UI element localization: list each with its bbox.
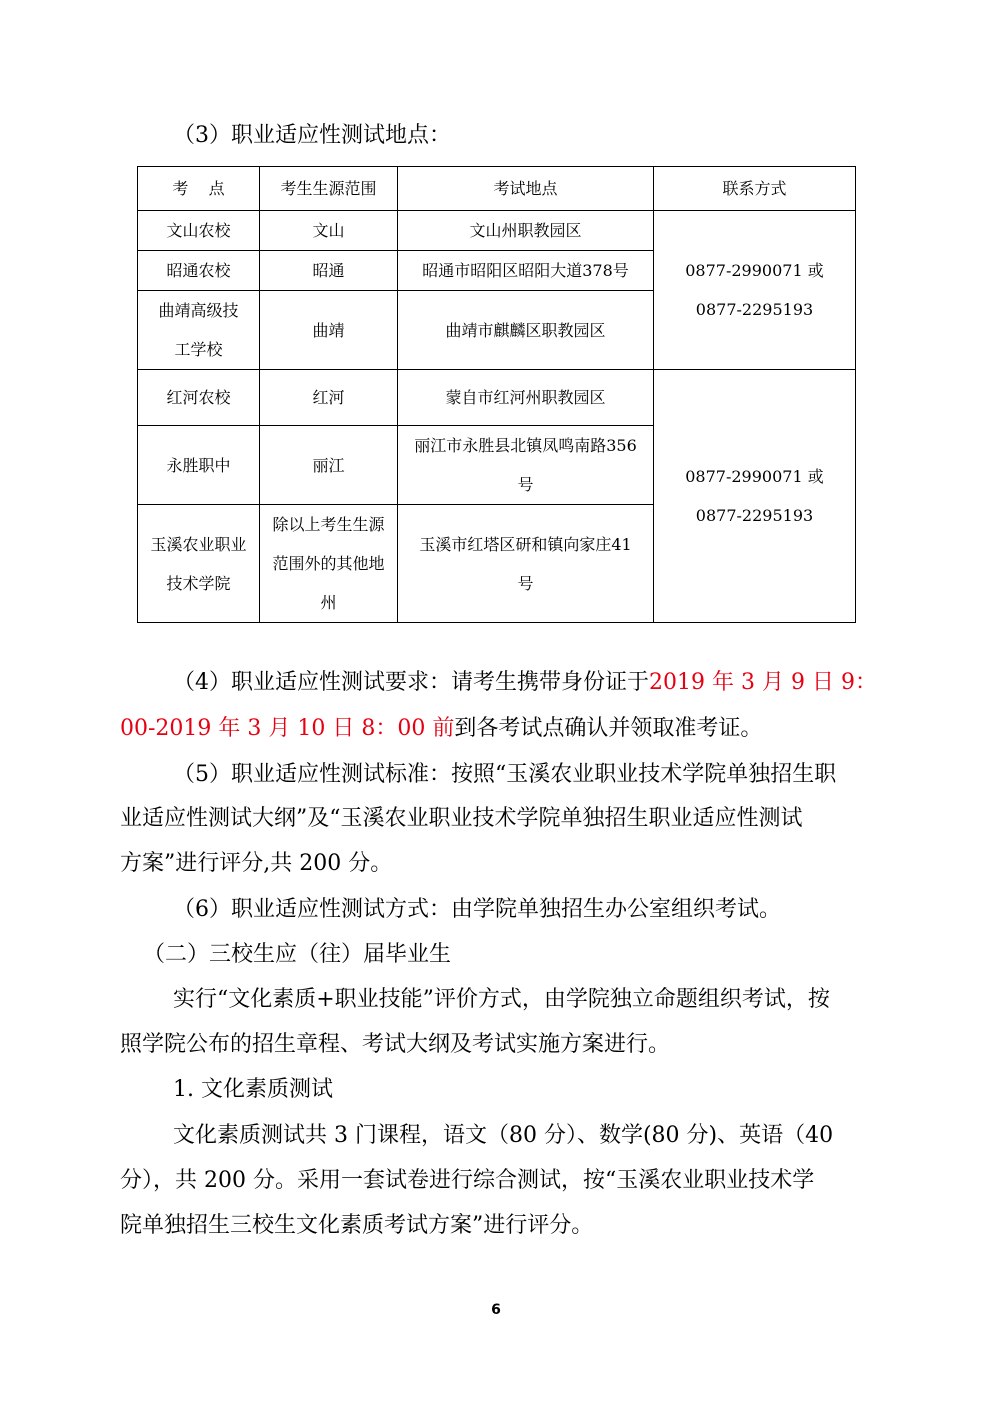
para-4-prefix: （4）职业适应性测试要求：请考生携带身份证于: [173, 670, 649, 695]
para-5-line-3: 方案”进行评分,共 200 分。: [120, 851, 393, 876]
section-two-heading: （二）三校生应（往）届毕业生: [143, 942, 452, 967]
test-location-table: [137, 166, 856, 623]
source-cell: 文山: [260, 211, 398, 251]
header-contact: 联系方式: [654, 167, 856, 211]
source-cell: 昭通: [260, 251, 398, 291]
source-cell: 曲靖: [260, 291, 398, 370]
contact-cell: [654, 211, 856, 370]
page-number: 6: [491, 1302, 501, 1318]
header-site: 考 点: [138, 167, 260, 211]
para-5-line-1: （5）职业适应性测试标准：按照“玉溪农业职业技术学院单独招生职: [173, 762, 837, 787]
table-row: [138, 211, 856, 251]
site-cell: 红河农校: [138, 370, 260, 426]
para-eval-line-1: 实行“文化素质+职业技能”评价方式，由学院独立命题组织考试，按: [173, 987, 830, 1012]
para-4-line-2: [120, 714, 890, 744]
site-cell: 玉溪农业职业技术学院: [138, 505, 260, 623]
header-source: 考生生源范围: [260, 167, 398, 211]
para-4-suffix: 到各考试点确认并领取准考证。: [454, 716, 763, 741]
table-row: [138, 370, 856, 426]
location-cell: 昭通市昭阳区昭阳大道378号: [398, 251, 654, 291]
para-4-date-end: 00-2019 年 3 月 10 日 8：00 前: [120, 716, 455, 741]
site-cell: 曲靖高级技工学校: [138, 291, 260, 370]
site-cell: 永胜职中: [138, 426, 260, 505]
para-4-date-start: 2019 年 3 月 9 日 9：: [649, 670, 877, 695]
location-cell: 玉溪市红塔区研和镇向家庄41号: [398, 505, 654, 623]
contact-cell: [654, 370, 856, 623]
location-cell: 曲靖市麒麟区职教园区: [398, 291, 654, 370]
source-cell: 除以上考生生源范围外的其他地州: [260, 505, 398, 623]
section3-heading: （3）职业适应性测试地点：: [173, 123, 451, 148]
para-5-line-2: 业适应性测试大纲”及“玉溪农业职业技术学院单独招生职业适应性测试: [120, 806, 803, 831]
source-cell: 红河: [260, 370, 398, 426]
para-eval-line-2: 照学院公布的招生章程、考试大纲及考试实施方案进行。: [120, 1032, 671, 1057]
contact-line-1: 0877-2990071 或: [685, 261, 824, 280]
location-cell: 文山州职教园区: [398, 211, 654, 251]
contact-line-1: 0877-2990071 或: [685, 467, 824, 486]
para-6: （6）职业适应性测试方式：由学院单独招生办公室组织考试。: [173, 897, 781, 922]
para-culture-line-3: 院单独招生三校生文化素质考试方案”进行评分。: [120, 1213, 594, 1238]
contact-line-2: 0877-2295193: [695, 300, 814, 319]
site-cell: 文山农校: [138, 211, 260, 251]
location-cell: 蒙自市红河州职教园区: [398, 370, 654, 426]
para-culture-line-1: 文化素质测试共 3 门课程，语文（80 分）、数学(80 分)、英语（40: [173, 1123, 834, 1148]
site-cell: 昭通农校: [138, 251, 260, 291]
para-4-line-1: [173, 668, 893, 698]
sub-1-heading: 1. 文化素质测试: [173, 1077, 333, 1102]
source-cell: 丽江: [260, 426, 398, 505]
table-header-row: [138, 167, 856, 211]
para-culture-line-2: 分），共 200 分。采用一套试卷进行综合测试，按“玉溪农业职业技术学: [120, 1168, 815, 1193]
header-location: 考试地点: [398, 167, 654, 211]
location-cell: 丽江市永胜县北镇凤鸣南路356号: [398, 426, 654, 505]
contact-line-2: 0877-2295193: [695, 506, 814, 525]
